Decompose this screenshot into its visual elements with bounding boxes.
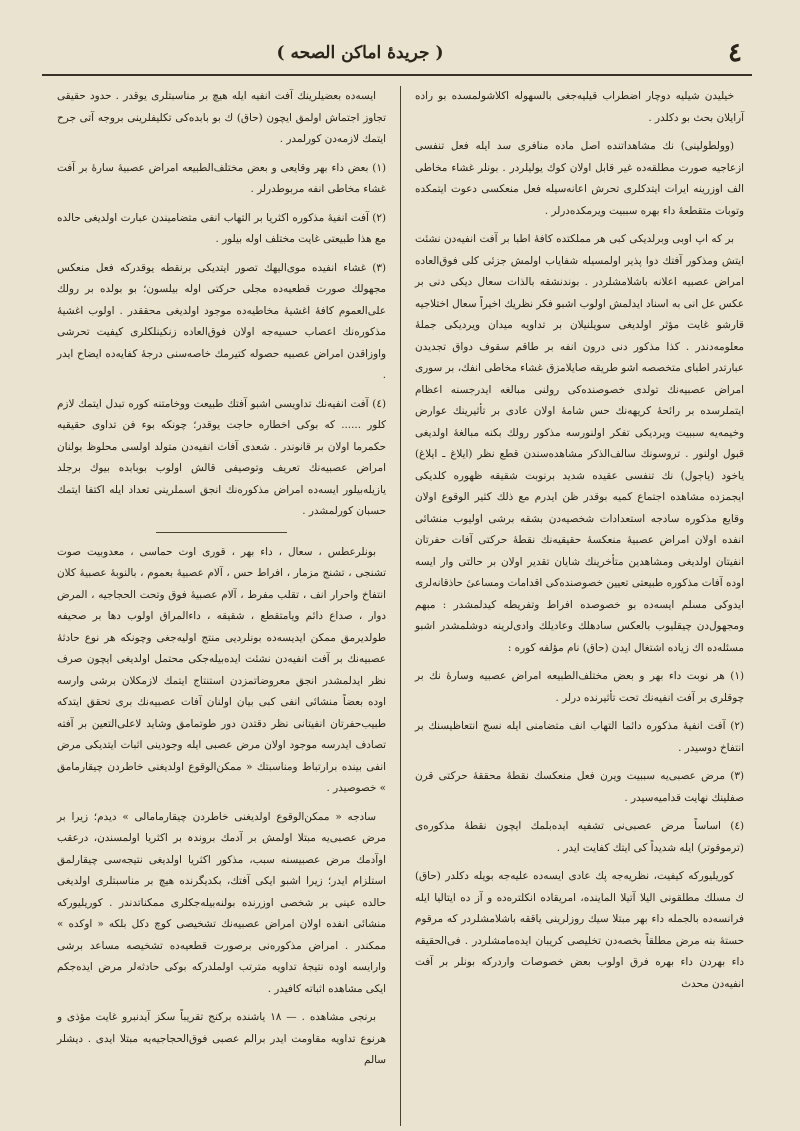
page-number: ٤ [728,38,742,68]
paragraph: سادجه « ممکن‌الوقوع اولدیغنی خاطردن چیقارمامالی » دیدم؛ زیرا بر مرض عصبی‌یه مبتلا اولمش بر آدمك بروندہ بر اکثریا اولمسندن، درعقب اوآدمك مرض عصبیسنه سبب، مذکور اکثریا اولدیغی نتیجه‌سی چیقارلمق استلزام ایدر؛ زیرا اشبو ایکی آفتك، بکدیگرنده هیچ بر مناسبتلری اولدیغی حالده عینی بر شخصی اوزرنده بولنه‌بیله‌جکلری ممکناتدندر . کوریلیورکه منشائی انفده اولان امراض عصبیه‌نك تشخیصی کوچ دکل بلکه « اوکده » ممکندر . امراض مذکوره‌نی برصورت قطعیه‌ده تشخیصه مساعد برشی وارایسه اوده نتیجهٔ تداویه مترتب اولملدرکه بوکی حادثه‌لر مرض ایده‌جکم ایکی مشاهده اثباته کافیدر . [57,810,386,995]
list-item: (۳) مرض عصبی‌یه سببیت ویرن فعل منعکسك نقطهٔ محققهٔ حرکتی قرن صفلینك نهایت قدامیه‌سیدر . [415,770,744,804]
section-separator [156,532,288,533]
list-item: (۲) آفت انفیهٔ مذکوره دائما التهاب انف متضامنی ایله نسج انتعاظیسنك بر انتفاخ دوسیدر . [415,720,744,754]
paragraph: بونلرعطس ، سعال ، داء بهر ، قوری اوت حماسی ، معدوبیت صوت تشنجی ، تشنج مزمار ، افراط حس ، آلام عصبیهٔ بعموم ، بالنوبهٔ عصبیهٔ کلان انتفاخ واحرار انف ، تقلب مفرط ، آلام عصبیهٔ فوق وتحت الحجاجیه ، المرض دوار ، صداع دائم ویامتقطع ، شقیقه ، داءالمراق اولوب دها بر صحیفه طولدیرمق ممکن ایدیسه‌ده بونلردیی منتج اولیه‌جغی وچونکه هر نوع حادثهٔ عصبیه‌نك بر آفت انفیه‌دن نشئت ایده‌بیله‌جکی محتمل اولدیغی ایچون صرف نظر ایدلمشدر انجق معروضاتمزدن استنتاج ایتمك لازمکلان برشی وارسه اوده بعضاً منشائی انفی کبی بیان اولنان آفات عصبیه‌نك بری تحقق ایتدکه طبیب‌حفرتان انفیتانی نظر دقتدن دور طوتمامق وشاید لاعلی‌التعین بر آفته تصادف ایدرسه موجود اولان مرض عصبی ایله وجودینی اثبات ایتدیکی مرض انفی بینده برارتباط ومناسبتك « ممکن‌الوقوع اولدیغنی خاطردن چیقارمامق » خصوصیدر . [57,545,386,794]
column-divider [400,86,401,1126]
paragraph: کوریلیورکه کیفیت، نظریه‌جه پك عادی ایسه‌ده علیه‌جه بویله دکلدر (حاق) ك مسلك مطلقونی الیلا آتیلا الماینده، امریقاده انکلتره‌ده و آز ده ایتالیا ایله فرانسه‌ده بالجمله داء بهر مبتلا سیك روزلرینی یاققه باشلامشلردر که مرقوم حستهٔ بنه مرض مطلقاً بخصه‌دن تخلیصی کریبان ایده‌مامشلردر . فی‌الحقیقه داء بهردن داء بهره فرق اولوب بعض خصوصات واردرکه بونلر بر آفت انفیه‌دن محدث [415,870,744,990]
list-item: (۳) غشاء انفیده موی‌الیهك تصور ایتدیکی برنقطه یوقدرکه فعل منعکس مجهولك صورت قطعیه‌ده مجلی حرکتی اوله بیلسون؛ بو بولده بر رولك علی‌العموم کافهٔ اغشیهٔ مخاطیه‌ده موجود اولدیغی محققدر . اولوب اغشیهٔ مذکوره‌نك اعصاب حسیه‌جه اولان فوق‌العاده زنکینلکلری کیفیت تحرشی واوزاقدن امراض عصبیه حصوله کتیرمك خاصه‌سنی درجهٔ کفایه‌ده ایضاح ایدر . [57,261,386,381]
paragraph: ایسه‌ده بعضیلرینك آفت انفیه ایله هیچ بر مناسبتلری یوقدر . حدود حقیقی تجاوز اجتماش اولمق ایچون (حاق) ك بو بابده‌کی تکلیفلرینی بروجه آتی جرح ایتمك لازمه‌دن کورلمدر . [57,90,386,145]
right-column [407,86,752,1126]
list-item: (۱) هر نوبت داء بهر و بعض مختلف‌الطبیعه امراض عصبیه وسارهٔ نك بر چوقلری بر آفت انفیه‌نك تحت تأثیرنده درلر . [415,670,744,704]
left-column [49,86,394,1126]
page-header [42,36,752,76]
paragraph: (وولطولینی) نك مشاهداتنده اصل ماده منافری سد ایله فعل تنفسی ازعاجیه صورت مطلقه‌ده غیر قابل اولان کوك یولیلردر . بونلر غشاء مخاطی الف اوزرینه ایرات ایتدکلری تحرش اعانه‌سیله فعل منعکسی دعوت ایتمکده وتوبات متقطعهٔ داء بهره سببیت ویرمکده‌درلر . [415,140,744,217]
paragraph: خیلیدن شیلیه دوچار اضطراب قیلیه‌جغی بالسهوله اکلاشولمسده بو راده آرایلان بحث بو دکلدر . [415,90,744,124]
list-item: (٤) اساساً مرض عصبی‌نی تشفیه ایده‌بلمك ایچون نقطهٔ مذکوره‌ی (ترموقوتر) ایله شدیداً کی ایتك کفایت ایدر . [415,820,744,854]
paragraph: برنجی مشاهده . — ۱۸ یاشنده برکنج تقریباً سکز آیدنبرو غایت مؤذی و هرنوع تداویه مقاومت ایدر برالم عصبی فوق‌الحجاجیه‌یه مبتلا ایدی . دیشلر سالم [57,1011,386,1066]
journal-title: ( جریدهٔ اماکن الصحه ) [276,43,444,63]
paragraph: بر که اپ‌ اوبی وبرلدیکی کبی هر مملکتده کافهٔ اطبا بر آفت انفیه‌دن نشئت ایتش ومذکور آفتك دوا پذیر اولمسیله شفایاب اولمش جزئی کلی فوق‌العاده امراض عصبیه اعلانه باشلامشلردر . بوندنشقه بالذات سعال دیکی دنی بر عکس عل انی به اسناد ایدلمش اولوب اشبو فکر نظریك اخیراً سعال اختلاجیه قارشو غایت مؤثر اولدیغی سویلنیلان بر تداویه میدان ویردیکی جملهٔ معلومه‌دندر . کذا مذکور دنی درون انفه بر طاقم سقوف دواق تجدیدن عبارتدر اطبای متخصصه اشو طریقه صایلامزق غشاء مخاطی انفك، بر سوری امراض عصبیه‌نك تولدی خصوصنده‌کی رولنی مبالغه ایدرجسنه اعظام ایتملرسده بر رائحهٔ کریهه‌نك حس شامهٔ اولان عادی بر تأثیرینك عوارض وخیمه‌یه سببیت ویردیکی تفکر اولنورسه مذکور رولك بکنه مبالغهٔ اولدیغی قبول اولنور . تروسونك سالف‌الذکر مشاهده‌سندن قطع نظر (ایلاغ ـ ایلاغ) یاخود (یاجول) نك تنفسی عقیده شدید برنوبت شقیقه ظهوره کلدیکی ایجمزده مشاهده اجتماع کمیه بوقدر ظن ایدرم مع ذلك کثیر الوقوع اولان وقایع مذکوره سادجه استعدادات شخصیه‌دن بشقه برشی اولیوب منشائی انفده اولان امراض عصبیهٔ منعکسهٔ حقیقیه‌نك نقطهٔ حرکتی آفات حفرتان انفیتان اولدیغی ومشاهدین متأخرینك شایان تقدیر اولان بر حالتی وار ایسه اوده آفات مذکوره طبیعتی تعیین خصوصنده‌کی اقدامات ومساعیٔ حاذقانه‌لری ایدوکی مسلم ایسه‌ده بو خصوصده افراط وتفریطه کیدلمشدر : مبهم ومجهول‌دن چیقلیوب بالعکس سادهلك وعادیلك وادی‌لرینه دوشلمشدر اشبو مسئله‌ده اك زیاده اشتغال ایدن (حاق) نام مؤلفه کوره : [415,233,744,654]
list-item: (۱) بعض داء بهر وقایعی و بعض مختلف‌الطبیعه امراض عصبیهٔ سارهٔ بر آفت غشاء مخاطی انفه مربوطدرلر . [57,161,386,195]
list-item: (۲) آفت انفیهٔ مذکوره اکثریا بر التهاب انفی متضامیندن عبارت اولدیغی حالده مع هذا طبیعتی غایت مختلف اوله بیلور . [57,211,386,245]
text-columns [42,86,752,1126]
list-item: (٤) آفت انفیه‌نك تداویسی اشبو آفتك طبیعت ووخامتنه کوره تبدل ایتمك لازم کلور ...... که بوکی اخطاره حاجت یوقدر؛ چونکه بوء فن تداوی حقیقیه حکمرما اولان بر قانوندر . شعدی آفات انفیه‌دن متولد اولسی محلوظ بولنان امراض عصبیه‌نك تعریف وتوصیفی قالش اولوب بوبابده بیوك برجلد یازیله‌بیلور ایسه‌ده امراض مذکوره‌نك انجق اسملرینی تعداد ایله اکتفا ایتمك حسبان کورلمشدر . [57,397,386,517]
